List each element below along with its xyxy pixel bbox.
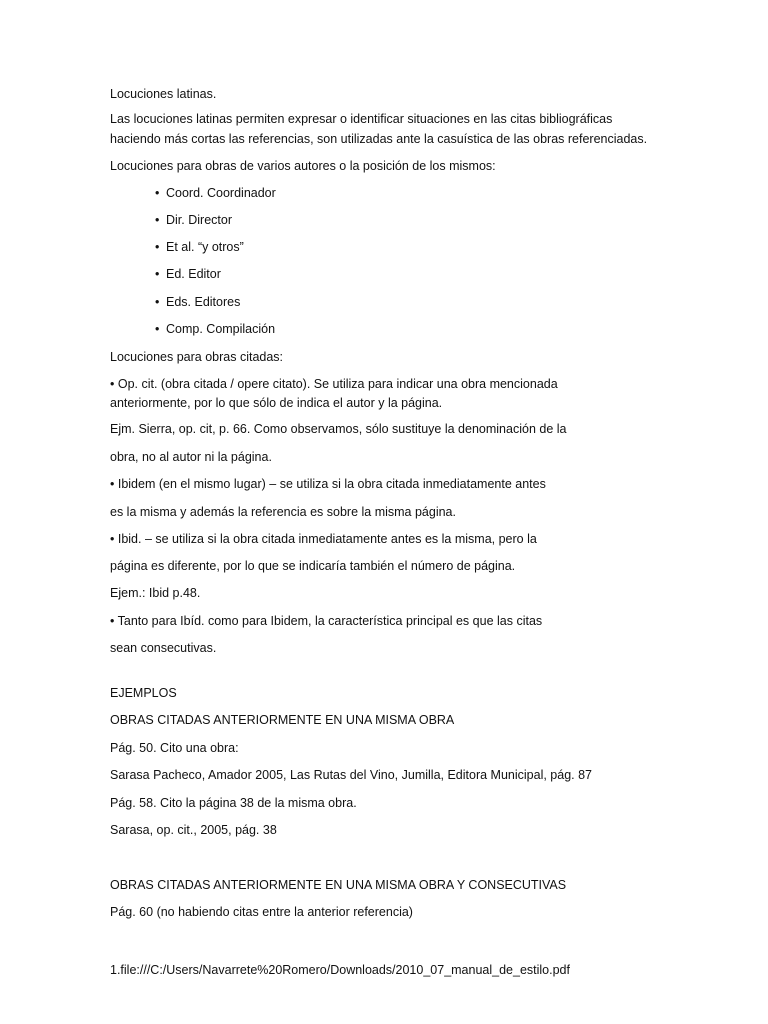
document-title: Locuciones latinas.: [110, 87, 217, 101]
cited-line: página es diferente, por lo que se indicaría también el número de página.: [110, 559, 516, 573]
example-line: Pág. 58. Cito la página 38 de la misma obra.: [110, 796, 357, 810]
cited-line: • Ibidem (en el mismo lugar) – se utiliza si la obra citada inmediatamente antes: [110, 477, 546, 491]
example-line: Pág. 50. Cito una obra:: [110, 741, 239, 755]
cited-line: • Ibid. – se utiliza si la obra citada inmediatamente antes es la misma, pero la: [110, 532, 537, 546]
footnote: 1.file:///C:/Users/Navarrete%20Romero/Downloads/2010_07_manual_de_estilo.pdf: [110, 963, 570, 977]
bullet-icon: •: [155, 322, 160, 336]
bullet-icon: •: [155, 240, 160, 254]
consecutive-heading: OBRAS CITADAS ANTERIORMENTE EN UNA MISMA OBRA Y CONSECUTIVAS: [110, 878, 567, 892]
list-item: [155, 187, 276, 200]
consecutive-line: Pág. 60 (no habiendo citas entre la anterior referencia): [110, 905, 413, 919]
list-item: [155, 323, 275, 336]
authors-heading: Locuciones para obras de varios autores o la posición de los mismos:: [110, 159, 496, 173]
list-item-text: Comp. Compilación: [166, 322, 276, 336]
list-item-text: Et al. “y otros”: [166, 240, 244, 254]
example-line: Sarasa Pacheco, Amador 2005, Las Rutas del Vino, Jumilla, Editora Municipal, pág. 87: [110, 768, 592, 782]
cited-line: sean consecutivas.: [110, 641, 217, 655]
list-item-text: Dir. Director: [166, 213, 232, 227]
cited-line: obra, no al autor ni la página.: [110, 450, 272, 464]
cited-line: Ejem.: Ibid p.48.: [110, 586, 201, 600]
list-item-text: Coord. Coordinador: [166, 186, 276, 200]
cited-line: es la misma y además la referencia es sobre la misma página.: [110, 505, 456, 519]
list-item: [155, 296, 240, 309]
list-item-text: Eds. Editores: [166, 295, 241, 309]
bullet-icon: •: [155, 267, 160, 281]
cited-heading: Locuciones para obras citadas:: [110, 350, 284, 364]
cited-line: Ejm. Sierra, op. cit, p. 66. Como observamos, sólo sustituye la denominación de la: [110, 422, 567, 436]
intro-line-2: haciendo más cortas las referencias, son utilizadas ante la casuística de las obras referenciadas.: [110, 132, 648, 146]
list-item: [155, 214, 232, 227]
bullet-icon: •: [155, 186, 160, 200]
list-item: [155, 268, 221, 281]
intro-line-1: Las locuciones latinas permiten expresar o identificar situaciones en las citas bibliográficas: [110, 112, 613, 126]
cited-line: • Op. cit. (obra citada / opere citato). Se utiliza para indicar una obra mencionada: [110, 377, 558, 391]
bullet-icon: •: [155, 213, 160, 227]
list-item: [155, 241, 244, 254]
list-item-text: Ed. Editor: [166, 267, 221, 281]
cited-line: anteriormente, por lo que sólo de indica el autor y la página.: [110, 396, 443, 410]
example-line: Sarasa, op. cit., 2005, pág. 38: [110, 823, 277, 837]
cited-line: • Tanto para Ibíd. como para Ibidem, la característica principal es que las citas: [110, 614, 543, 628]
example-line: OBRAS CITADAS ANTERIORMENTE EN UNA MISMA OBRA: [110, 713, 455, 727]
bullet-icon: •: [155, 295, 160, 309]
examples-heading: EJEMPLOS: [110, 686, 177, 700]
